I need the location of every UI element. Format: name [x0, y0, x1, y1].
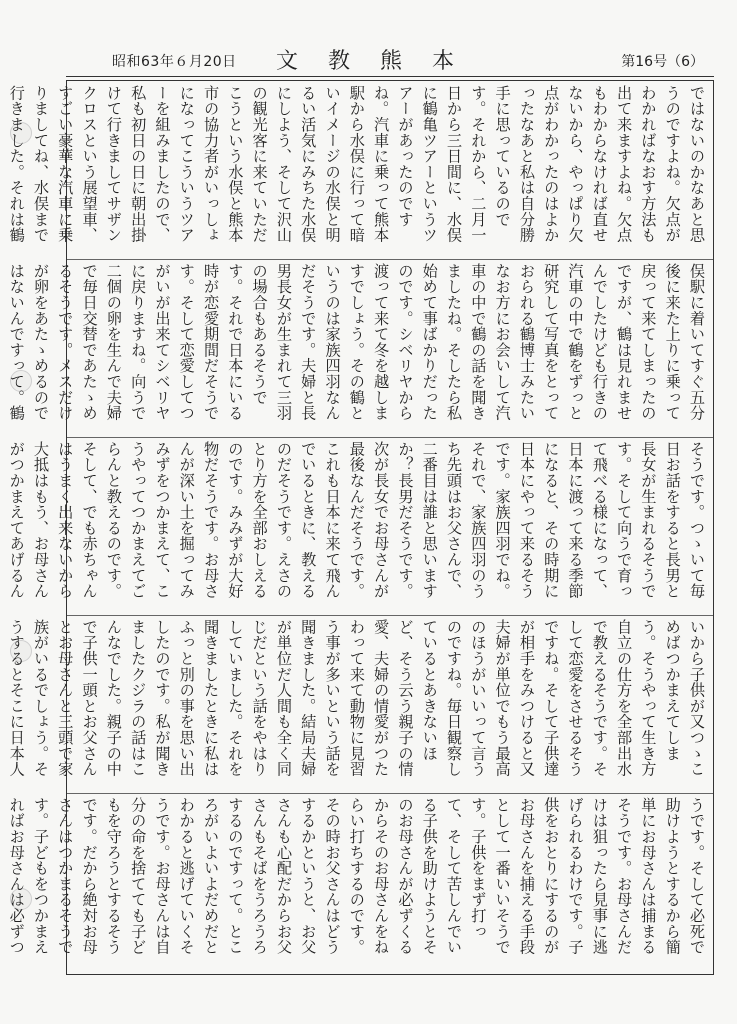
article-block-3: [7, 441, 709, 609]
article-block-5: [7, 797, 709, 969]
newsletter-title: 文教熊本: [276, 49, 485, 74]
article-text: ではないのかなあと思うのですよね。欠点がわかればなおす方法も出て来ますよね。欠点もわからなければ直せないから、やっぱり欠点がわかったのはよかったなあと私は自分勝手に思っているのです。それから、二月一日から三日間に、水俣に鶴亀ツアーというツアーがあったのですね。汽車に乗って熊本駅から水俣に行って暗いイメージの水俣と明るい活気にみちた水俣にしよう、そして沢山の観光客に来ていただこうという水俣と熊本市の協力者がいっしょになってこういうツアーを組みましたので、私も初日の日に朝出掛けて行きましてサザンクロスという展望車、すごい豪華な汽車に乗りましてね、水俣まで行きました。それは鶴: [7, 85, 706, 243]
issue-date: 昭和63年６月20日: [112, 54, 237, 70]
article-frame: [7, 80, 714, 975]
block-divider: [67, 259, 713, 260]
article-block-2: [7, 263, 709, 431]
page-header: [66, 44, 714, 74]
article-block-1: [7, 85, 709, 253]
article-text: そうです。つゝいて毎日お話をすると長男と長女が生まれるそうです。そして向うで育って飛べる様になって、日本に渡って来る季節になると、その時期に日本にやって来るそうです。家族四羽でね。それで、家族四羽のうち先頭はお父さんで、二番目は誰と思いますか？長男だそうです。次が長女でお母さんが最後なんだそうです。これも日本に来て飛んでいるときに、教えるのだそうです。えさのとり方を全部おしえるのです。みみずが大好物だそうです。お母さんが深い土を掘ってみみずをつかまえて、こうやってつかまえてごらんと教えるのです。そして、でも赤ちゃんはうまく出来ないから大抵はもう、お母さんがつかまえてあげるん: [7, 441, 706, 599]
article-text: うです。そして必死で助けようとするから簡単にお母さんは捕まるそうです。お母さんだけは狙ったら見事に逃げられるわけです。子供をおとりにするのがお母さんを捕える手段として一番いいそうです。子供をまず打って、そして苦しんでいる子供を助けようとそのお母さんが必ずくるからそのお母さんをねらい打ちするのです。その時お父さんはどうするかというと、お父さんも心配だからお父さんもそばをうろうろするのですって。ところがいよいよだめだとわかると逃げていくそうです。お母さんは自分の命を捨てても子どもを守ろうとするそうです。だから絶対お母さんはつかまるそうです。子どもをつかまえればお母さんは必ずつ: [7, 797, 706, 955]
block-divider: [67, 615, 713, 616]
issue-number: 第16号（6）: [621, 54, 704, 70]
block-divider: [67, 793, 713, 794]
article-text: いから子供が又つゝこめばつかまえてしまう。そうやって生き方自立の仕方を全部出水で教えるそうです。そして恋愛をさせるそうですね。そして子供達が相手をみつけると又夫婦が単位でもう最高のほうがいいって言うのですね。毎日観察しているとあきないほど、そう云う親子の情愛、夫婦の情愛がつたわって来て動物に見習う事が多いという話を聞きました。結局夫婦が単位だ人間も全く同じだという話をやはりしていました。それを聞きましたときに私はふっと別の事を思い出したのです。私が聞きましたクジラの話はこんなでした。親子の中で子供一頭とお父さんとお母さんと三頭で家族がいるでしょう。そうするとそこに日本人: [7, 619, 706, 777]
block-divider: [67, 437, 713, 438]
article-text: 俣駅に着いてすぐ五分後に来た上りに乗って戻って来てしまったのですが、鶴は見れませんでしたけども行きの汽車の中で鶴をずっと研究して写真をとっておられる鶴博士みたいなお方にお会いして汽車の中で鶴の話を聞きましたね。そしたら私始めて事ばかりだったのです。シベリヤから渡って来て冬を越しますでしょう。その鶴というのは家族四羽なんだそうです。夫婦と長男長女が生まれて三羽の場合もあるそうです。それで日本にいる時が恋愛期間だそうです。そして恋愛してつがいが出来てシベリヤに戻りますね。向うで二個の卵を生んで夫婦で毎日交替であたゝめるそうです。メスだけが卵をあたゝめるのではないんですって。鶴: [7, 263, 706, 421]
article-block-4: [7, 619, 709, 787]
header-rule: [66, 76, 714, 77]
